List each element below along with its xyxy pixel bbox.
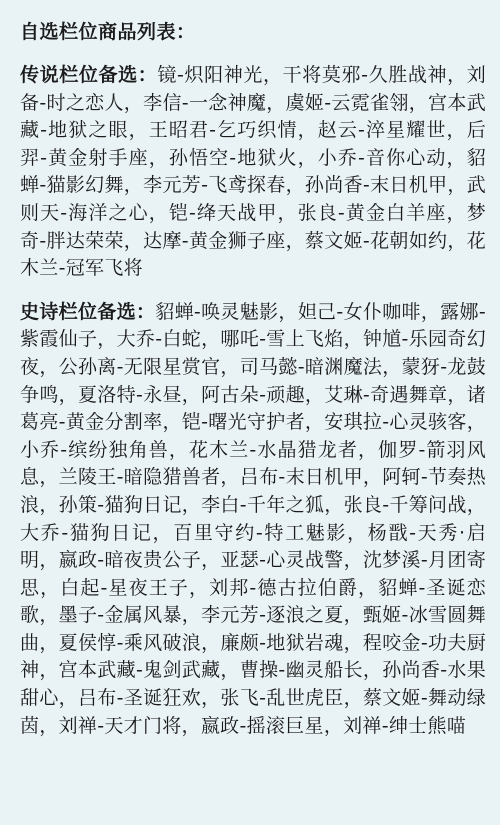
- epic-slot-section: [20, 299, 486, 741]
- legendary-slot-label: 传说栏位备选：: [20, 64, 158, 86]
- epic-slot-label: 史诗栏位备选：: [20, 300, 156, 323]
- legendary-slot-section: [20, 62, 486, 283]
- document-title: 自选栏位商品列表：: [20, 21, 196, 43]
- legendary-slot-items: 镜-炽阳神光，干将莫邪-久胜战神，刘备-时之恋人，李信-一念神魔，虞姬-云霓雀翎，宫本武藏-地狱之眼，王昭君-乞巧织情，赵云-淬星耀世，后羿-黄金射手座，孙悟空-地狱火，小乔-音你心动，貂蝉-猫影幻舞，李元芳-飞鸢探春，孙尚香-末日机甲，武则天-海洋之心，铠-绛天战甲，张良-黄金白羊座，梦奇-胖达荣荣，达摩-黄金狮子座，蔡文姬-花朝如约，花木兰-冠军飞将: [20, 64, 486, 280]
- epic-slot-items: 貂蝉-唤灵魅影，妲己-女仆咖啡，露娜-紫霞仙子，大乔-白蛇，哪吒-雪上飞焰，钟馗-乐园奇幻夜，公孙离-无限星赏官，司马懿-暗渊魔法，蒙犽-龙鼓争鸣，夏洛特-永昼，阿古朵-顽趣，艾琳-奇遇舞章，诸葛亮-黄金分割率，铠-曙光守护者，安琪拉-心灵骇客，小乔-缤纷独角兽，花木兰-水晶猎龙者，伽罗-箭羽风息，兰陵王-暗隐猎兽者，吕布-末日机甲，阿轲-节奏热浪，孙策-猫狗日记，李白-千年之狐，张良-千筹问战，大乔-猫狗日记，百里守约-特工魅影，杨戬-天秀·启明，嬴政-暗夜贵公子，亚瑟-心灵战警，沈梦溪-月团寄思，白起-星夜王子，刘邦-德古拉伯爵，貂蝉-圣诞恋歌，墨子-金属风暴，李元芳-逐浪之夏，甄姬-冰雪圆舞曲，夏侯惇-乘风破浪，廉颇-地狱岩魂，程咬金-功夫厨神，宫本武藏-鬼剑武藏，曹操-幽灵船长，孙尚香-水果甜心，吕布-圣诞狂欢，张飞-乱世虎臣，蔡文姬-舞动绿茵，刘禅-天才门将，嬴政-摇滚巨星，刘禅-绅士熊喵: [20, 300, 486, 737]
